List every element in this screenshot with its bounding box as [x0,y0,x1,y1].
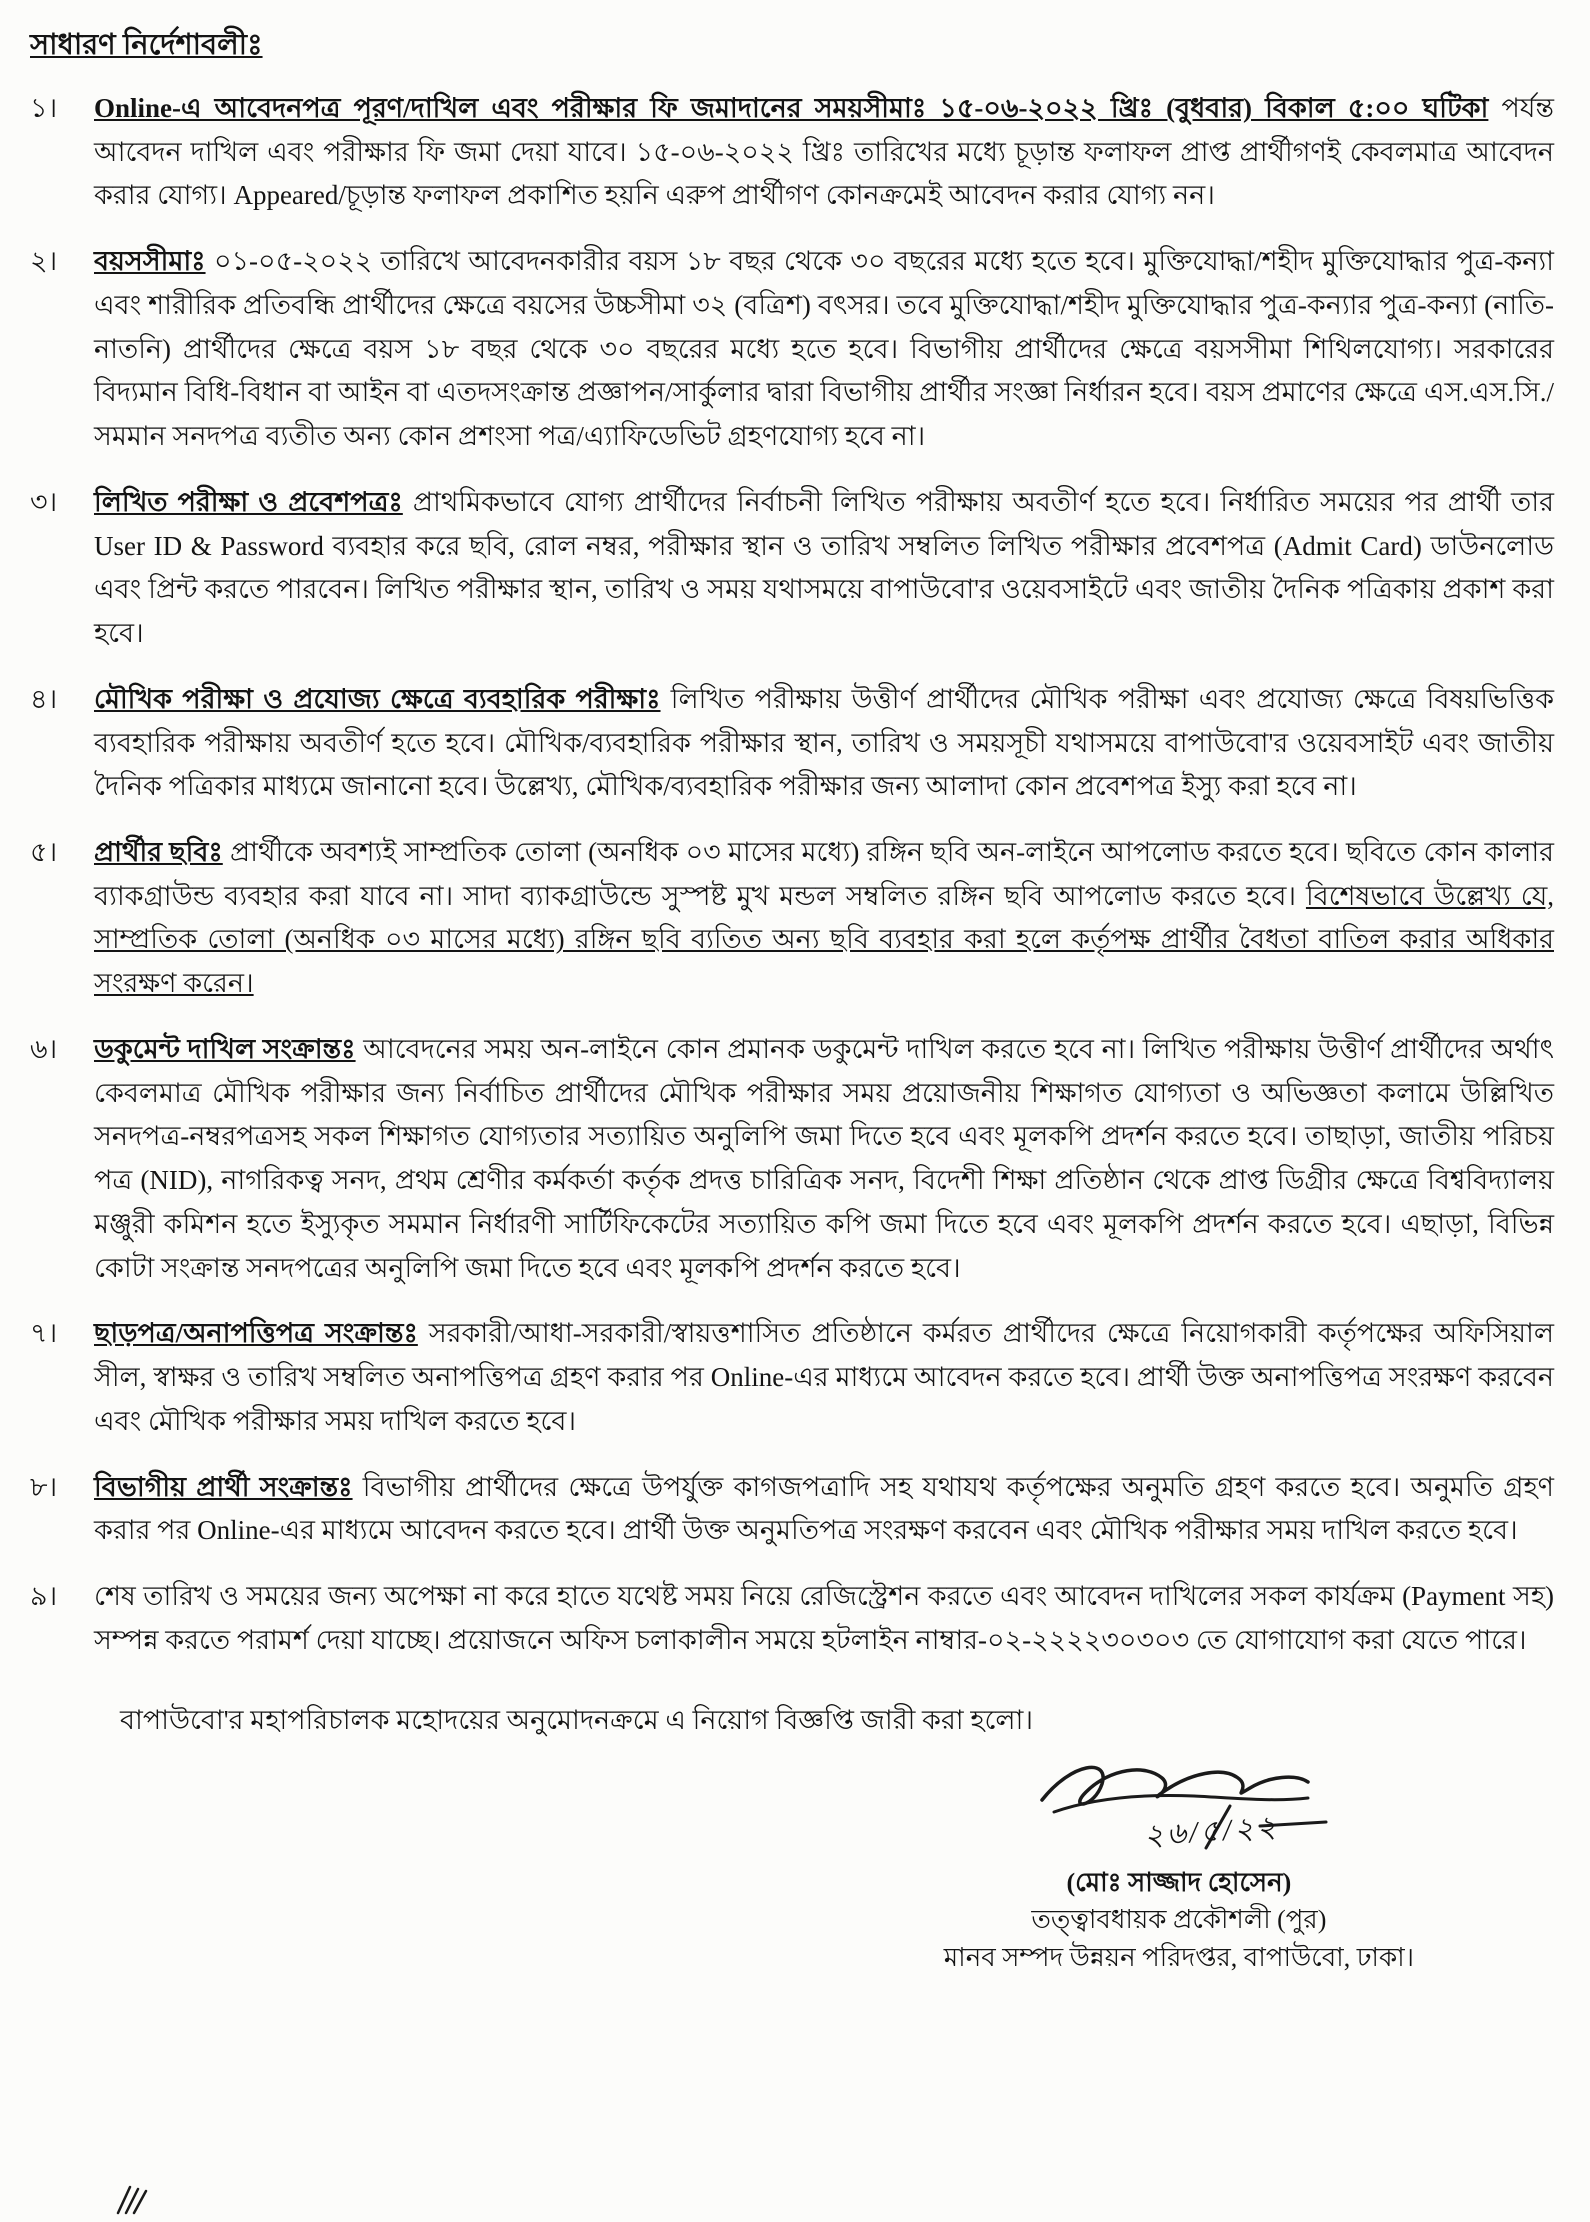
item-heading: ছাড়পত্র/অনাপত্তিপত্র সংক্রান্তঃ [94,1318,418,1349]
instruction-item-6 [30,1028,1554,1290]
item-heading: ডকুমেন্ট দাখিল সংক্রান্তঃ [94,1033,356,1064]
handwritten-mark-icon [112,2185,152,2220]
item-heading: লিখিত পরীক্ষা ও প্রবেশপত্রঃ [94,486,403,517]
item-number: ১। [30,93,58,123]
item-number: ৪। [30,683,58,714]
page-title: সাধারণ নির্দেশাবলীঃ [30,29,263,61]
item-heading: Online-এ আবেদনপত্র পূরণ/দাখিল এবং পরীক্ষার ফি জমাদানের সময়সীমাঃ ১৫-০৬-২০২২ খ্রিঃ (বুধবার) বিকাল ৫:০০ ঘটিকা [94,93,1489,123]
item-text [94,1466,1554,1553]
closing-statement: বাপাউবো'র মহাপরিচালক মহোদয়ের অনুমোদনক্রমে এ নিয়োগ বিজ্ঞপ্তি জারী করা হলো। [120,1704,1034,1735]
item-body: সরকারী/আধা-সরকারী/স্বায়ত্তশাসিত প্রতিষ্ঠানে কর্মরত প্রার্থীদের ক্ষেত্রে নিয়োগকারী কর্তৃপক্ষের অফিসিয়াল সীল, স্বাক্ষর ও তারিখ সম্বলিত অনাপত্তিপত্র গ্রহণ করার পর Online-এর মাধ্যমে আবেদন করতে হবে। প্রার্থী উক্ত অনাপত্তিপত্র সংরক্ষণ করবেন এবং মৌখিক পরীক্ষার সময় দাখিল করতে হবে। [94,1318,1555,1436]
item-text [94,1312,1554,1443]
signature-date: ২৬/৫/২২ [1142,1810,1281,1853]
item-body: প্রাথমিকভাবে যোগ্য প্রার্থীদের নির্বাচনী লিখিত পরীক্ষায় অবতীর্ণ হতে হবে। নির্ধারিত সময়ের পর প্রার্থী তার User ID & Password ব্যবহার করে ছবি, রোল নম্বর, পরীক্ষার স্থান ও তারিখ সম্বলিত লিখিত পরীক্ষার প্রবেশপত্র (Admit Card) ডাউনলোড এবং প্রিন্ট করতে পারবেন। লিখিত পরীক্ষার স্থান, তারিখ ও সময় যথাসময়ে বাপাউবো'র ওয়েবসাইটে এবং জাতীয় দৈনিক পত্রিকায় প্রকাশ করা হবে। [94,486,1554,649]
item-heading: প্রার্থীর ছবিঃ [94,837,223,868]
signature [1024,1748,1334,1860]
item-number: ২। [30,246,58,277]
instruction-item-4 [30,678,1554,809]
item-heading: মৌখিক পরীক্ষা ও প্রযোজ্য ক্ষেত্রে ব্যবহারিক পরীক্ষাঃ [94,683,661,714]
item-body: বিভাগীয় প্রার্থীদের ক্ষেত্রে উপর্যুক্ত কাগজপত্রাদি সহ যথাযথ কর্তৃপক্ষের অনুমতি গ্রহণ করতে হবে। অনুমতি গ্রহণ করার পর Online-এর মাধ্যমে আবেদন করতে হবে। প্রার্থী উক্ত অনুমতিপত্র সংরক্ষণ করবেন এবং মৌখিক পরীক্ষার সময় দাখিল করতে হবে। [94,1471,1554,1546]
instruction-item-8 [30,1466,1554,1553]
item-text [94,87,1554,218]
item-number: ৮। [30,1471,58,1502]
item-text [94,831,1554,1006]
signatory-organization: মানব সম্পদ উন্নয়ন পরিদপ্তর, বাপাউবো, ঢাকা। [943,1943,1414,1973]
item-underlined-note: বিশেষভাবে উল্লেখ্য যে, সাম্প্রতিক তোলা (অনধিক ০৩ মাসের মধ্যে) রঙ্গিন ছবি ব্যতিত অন্য ছবি ব্যবহার করা হলে কর্তৃপক্ষ প্রার্থীর বৈধতা বাতিল করার অধিকার সংরক্ষণ করেন। [94,880,1554,999]
item-text [94,1028,1554,1290]
instruction-item-1 [30,87,1554,218]
item-body: পর্যন্ত আবেদন দাখিল এবং পরীক্ষার ফি জমা দেয়া যাবে। ১৫-০৬-২০২২ খ্রিঃ তারিখের মধ্যে চূড়ান্ত ফলাফল প্রাপ্ত প্রার্থীগণই কেবলমাত্র আবেদন করার যোগ্য। Appeared/চূড়ান্ত ফলাফল প্রকাশিত হয়নি এরুপ প্রার্থীগণ কোনক্রমেই আবেদন করার যোগ্য নন। [94,93,1554,211]
instruction-item-5 [30,831,1554,1006]
item-heading: বিভাগীয় প্রার্থী সংক্রান্তঃ [94,1471,353,1502]
item-text [94,1575,1554,1662]
item-body: শেষ তারিখ ও সময়ের জন্য অপেক্ষা না করে হাতে যথেষ্ট সময় নিয়ে রেজিস্ট্রেশন করতে এবং আবেদন দাখিলের সকল কার্যক্রম (Payment সহ) সম্পন্ন করতে পরামর্শ দেয়া যাচ্ছে। প্রয়োজনে অফিস চলাকালীন সময়ে হটলাইন নাম্বার-০২-২২২২৩০৩০৩ তে যোগাযোগ করা যেতে পারে। [94,1581,1554,1655]
item-number: ৭। [30,1318,58,1349]
item-number: ৩। [30,486,58,517]
item-text [94,481,1554,656]
instruction-item-7 [30,1312,1554,1443]
item-number: ৬। [30,1033,58,1064]
item-body: ০১-০৫-২০২২ তারিখে আবেদনকারীর বয়স ১৮ বছর থেকে ৩০ বছরের মধ্যে হতে হবে। মুক্তিযোদ্ধা/শহীদ মুক্তিযোদ্ধার পুত্র-কন্যা এবং শারীরিক প্রতিবন্ধি প্রার্থীদের ক্ষেত্রে বয়সের উচ্চসীমা ৩২ (বত্রিশ) বৎসর। তবে মুক্তিযোদ্ধা/শহীদ মুক্তিযোদ্ধার পুত্র-কন্যার পুত্র-কন্যা (নাতি-নাতনি) প্রার্থীদের ক্ষেত্রে বয়স ১৮ বছর থেকে ৩০ বছরের মধ্যে হতে হবে। বিভাগীয় প্রার্থীদের ক্ষেত্রে বয়সসীমা শিথিলযোগ্য। সরকারের বিদ্যমান বিধি-বিধান বা আইন বা এতদসংক্রান্ত প্রজ্ঞাপন/সার্কুলার দ্বারা বিভাগীয় প্রার্থীর সংজ্ঞা নির্ধারন হবে। বয়স প্রমাণের ক্ষেত্রে এস.এস.সি./সমমান সনদপত্র ব্যতীত অন্য কোন প্রশংসা পত্র/এ্যাফিডেভিট গ্রহণযোগ্য হবে না। [94,246,1554,452]
instruction-item-2 [30,240,1554,459]
item-body: প্রার্থীকে অবশ্যই সাম্প্রতিক তোলা (অনধিক ০৩ মাসের মধ্যে) রঙ্গিন ছবি অন-লাইনে আপলোড করতে হবে। ছবিতে কোন কালার ব্যাকগ্রাউন্ড ব্যবহার করা যাবে না। সাদা ব্যাকগ্রাউন্ডে সুস্পষ্ট মুখ মন্ডল সম্বলিত রঙ্গিন ছবি আপলোড করতে হবে। [94,837,1555,911]
instruction-item-9 [30,1575,1554,1662]
signatory-title: তত্ত্বাবধায়ক প্রকৌশলী (পুর) [1031,1905,1327,1935]
signatory-name: (মোঃ সাজ্জাদ হোসেন) [1066,1867,1292,1897]
item-number: ৫। [30,837,58,868]
instruction-list [30,87,1554,1663]
item-number: ৯। [30,1581,58,1612]
item-heading: বয়সসীমাঃ [94,246,206,277]
instruction-item-3 [30,481,1554,656]
item-body: আবেদনের সময় অন-লাইনে কোন প্রমানক ডকুমেন্ট দাখিল করতে হবে না। লিখিত পরীক্ষায় উত্তীর্ণ প্রার্থীদের অর্থাৎ কেবলমাত্র মৌখিক পরীক্ষার জন্য নির্বাচিত প্রার্থীদের মৌখিক পরীক্ষার সময় প্রয়োজনীয় শিক্ষাগত যোগ্যতা ও অভিজ্ঞতা কলামে উল্লিখিত সনদপত্র-নম্বরপত্রসহ সকল শিক্ষাগত যোগ্যতার সত্যায়িত অনুলিপি জমা দিতে হবে এবং মূলকপি প্রদর্শন করতে হবে। তাছাড়া, জাতীয় পরিচয় পত্র (NID), নাগরিকত্ব সনদ, প্রথম শ্রেণীর কর্মকর্তা কর্তৃক প্রদত্ত চারিত্রিক সনদ, বিদেশী শিক্ষা প্রতিষ্ঠান থেকে প্রাপ্ত ডিগ্রীর ক্ষেত্রে বিশ্ববিদ্যালয় মঞ্জুরী কমিশন হতে ইস্যুকৃত সমমান নির্ধারণী সার্টিফিকেটের সত্যায়িত কপি জমা দিতে হবে এবং মূলকপি প্রদর্শন করতে হবে। এছাড়া, বিভিন্ন কোটা সংক্রান্ত সনদপত্রের অনুলিপি জমা দিতে হবে এবং মূলকপি প্রদর্শন করতে হবে। [94,1033,1554,1283]
item-body: লিখিত পরীক্ষায় উত্তীর্ণ প্রার্থীদের মৌখিক পরীক্ষা এবং প্রযোজ্য ক্ষেত্রে বিষয়ভিত্তিক ব্যবহারিক পরীক্ষায় অবতীর্ণ হতে হবে। মৌখিক/ব্যবহারিক পরীক্ষার স্থান, তারিখ ও সময়সূচী যথাসময়ে বাপাউবো'র ওয়েবসাইট এবং জাতীয় দৈনিক পত্রিকার মাধ্যমে জানানো হবে। উল্লেখ্য, মৌখিক/ব্যবহারিক পরীক্ষার জন্য আলাদা কোন প্রবেশপত্র ইস্যু করা হবে না। [94,683,1554,802]
signature-block [944,1748,1414,1977]
item-text [94,678,1554,809]
item-text [94,240,1554,459]
